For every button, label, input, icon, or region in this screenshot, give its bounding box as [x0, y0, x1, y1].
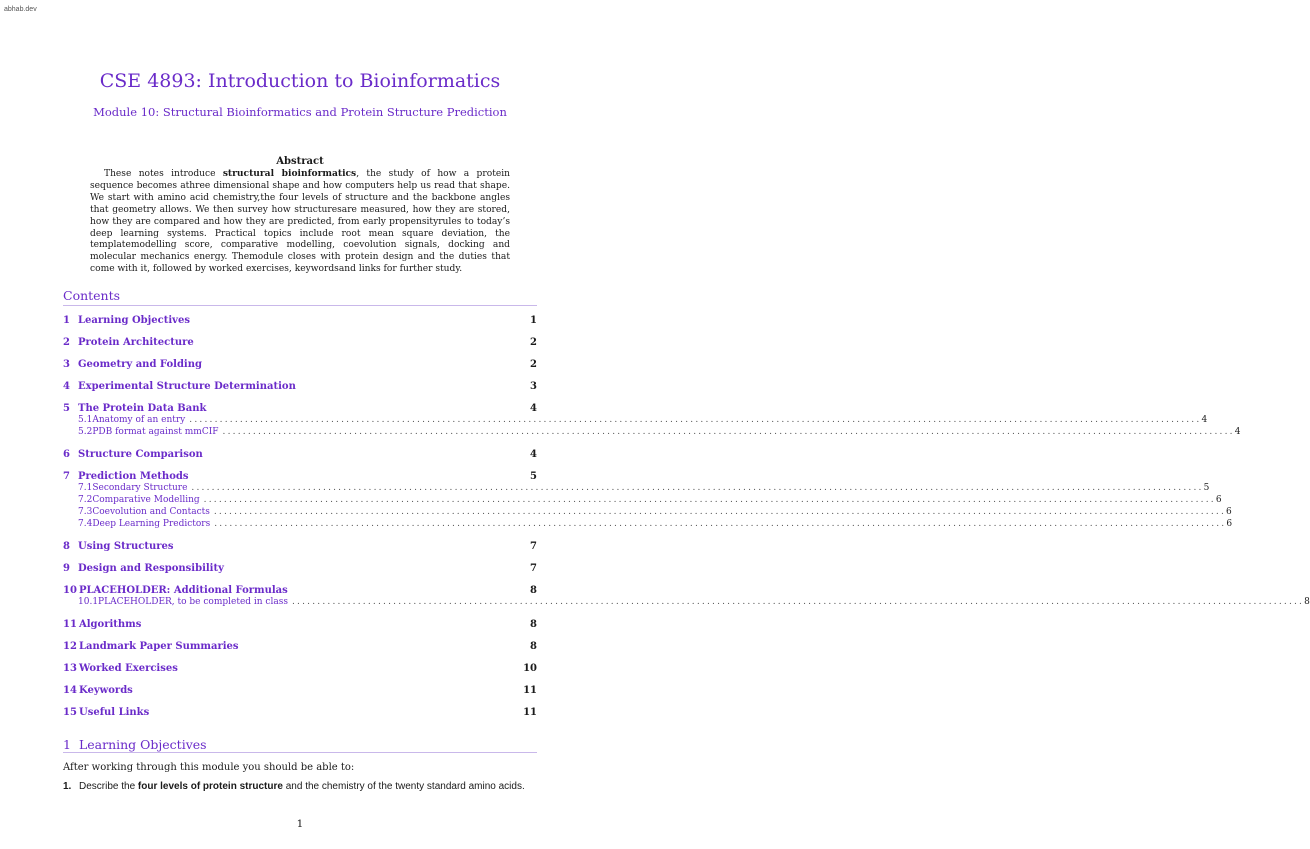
toc-entry[interactable]: [63, 563, 537, 574]
toc-entry[interactable]: [63, 663, 537, 674]
toc-label: Protein Architecture: [78, 337, 194, 348]
toc-subentry[interactable]: [78, 415, 1208, 425]
toc-leader-dots: ........................................................................................................................................................................................................: [189, 415, 1202, 425]
contents-rule: [63, 305, 537, 306]
toc-sub-number: 7.3: [78, 507, 93, 517]
document-title: CSE 4893: Introduction to Bioinformatics: [99, 70, 501, 92]
toc-sub-label: Comparative Modelling: [92, 495, 200, 505]
toc-number: 10: [63, 585, 77, 596]
toc-entry[interactable]: [63, 541, 537, 552]
toc-entry[interactable]: [63, 315, 537, 326]
toc-sub-label: Coevolution and Contacts: [92, 507, 210, 517]
toc-number: 15: [63, 707, 77, 718]
toc-page: 3: [530, 381, 537, 392]
toc-subentry[interactable]: [78, 483, 1210, 493]
toc-sub-number: 5.1: [78, 415, 93, 425]
toc-entry[interactable]: [63, 359, 537, 370]
toc-page: 2: [530, 337, 537, 348]
toc-sub-label: Deep Learning Predictors: [92, 519, 211, 529]
toc-leader-dots: ........................................................................................................................................................................................................: [213, 507, 1227, 517]
toc-page: 11: [523, 707, 537, 718]
toc-leader-dots: ........................................................................................................................................................................................................: [191, 483, 1204, 493]
toc-sub-number: 7.1: [78, 483, 93, 493]
document-subtitle: Module 10: Structural Bioinformatics and Protein Structure Prediction: [93, 105, 507, 119]
toc-page: 4: [530, 449, 537, 460]
toc-leader-dots: ........................................................................................................................................................................................................: [291, 597, 1305, 607]
toc-page: 8: [530, 641, 537, 652]
toc-subentry[interactable]: [78, 519, 1233, 529]
toc-page: 1: [530, 315, 537, 326]
toc-entry[interactable]: [63, 403, 537, 414]
toc-number: 1: [63, 315, 70, 326]
toc-label: Algorithms: [79, 619, 142, 630]
toc-number: 7: [63, 471, 70, 482]
toc-sub-label: PDB format against mmCIF: [92, 427, 219, 437]
objective-item: 1. Describe the four levels of protein structure and the chemistry of the twenty standard amino acids.: [63, 781, 525, 792]
toc-leader-dots: ........................................................................................................................................................................................................: [203, 495, 1216, 505]
toc-sub-label: Anatomy of an entry: [92, 415, 186, 425]
toc-subentry[interactable]: [78, 597, 1310, 607]
toc-label: Keywords: [79, 685, 133, 696]
toc-page: 8: [530, 585, 537, 596]
toc-label: Worked Exercises: [79, 663, 178, 674]
toc-subentry[interactable]: [78, 495, 1222, 505]
toc-label: Geometry and Folding: [78, 359, 202, 370]
watermark: abhab.dev: [4, 6, 37, 13]
toc-leader-dots: ........................................................................................................................................................................................................: [222, 427, 1235, 437]
toc-label: Experimental Structure Determination: [78, 381, 296, 392]
toc-sub-page: 5: [1203, 483, 1210, 493]
toc-label: PLACEHOLDER: Additional Formulas: [79, 585, 288, 596]
toc-page: 11: [523, 685, 537, 696]
toc-number: 11: [63, 619, 77, 630]
toc-page: 2: [530, 359, 537, 370]
toc-sub-page: 6: [1215, 495, 1222, 505]
toc-sub-number: 7.2: [78, 495, 93, 505]
toc-number: 14: [63, 685, 77, 696]
toc-entry[interactable]: [63, 585, 537, 596]
toc-label: Useful Links: [79, 707, 150, 718]
toc-number: 2: [63, 337, 70, 348]
toc-entry[interactable]: [63, 381, 537, 392]
toc-entry[interactable]: [63, 707, 537, 718]
toc-label: The Protein Data Bank: [78, 403, 207, 414]
toc-subentry[interactable]: [78, 507, 1232, 517]
toc-leader-dots: ........................................................................................................................................................................................................: [214, 519, 1227, 529]
toc-entry[interactable]: [63, 449, 537, 460]
toc-number: 9: [63, 563, 70, 574]
toc-label: Using Structures: [78, 541, 174, 552]
toc-label: Landmark Paper Summaries: [79, 641, 239, 652]
toc-sub-label: Secondary Structure: [92, 483, 188, 493]
toc-number: 8: [63, 541, 70, 552]
toc-page: 8: [530, 619, 537, 630]
toc-sub-number: 5.2: [78, 427, 93, 437]
toc-page: 7: [530, 563, 537, 574]
toc-sub-page: 6: [1226, 519, 1233, 529]
toc-entry[interactable]: [63, 641, 537, 652]
toc-number: 5: [63, 403, 70, 414]
toc-sub-page: 4: [1234, 427, 1241, 437]
toc-number: 12: [63, 641, 77, 652]
toc-label: Design and Responsibility: [78, 563, 224, 574]
toc-sub-number: 7.4: [78, 519, 93, 529]
toc-entry[interactable]: [63, 337, 537, 348]
toc-subentry[interactable]: [78, 427, 1241, 437]
toc-page: 10: [523, 663, 537, 674]
toc-entry[interactable]: [63, 471, 537, 482]
toc-sub-page: 6: [1226, 507, 1232, 517]
toc-page: 4: [530, 403, 537, 414]
toc-entry[interactable]: [63, 685, 537, 696]
toc-number: 13: [63, 663, 77, 674]
abstract-heading: Abstract: [276, 156, 324, 167]
section-rule: [63, 752, 537, 753]
page-number: 1: [296, 818, 304, 830]
toc-label: Learning Objectives: [78, 315, 190, 326]
toc-sub-page: 8: [1304, 597, 1310, 607]
toc-entry[interactable]: [63, 619, 537, 630]
toc-number: 4: [63, 381, 70, 392]
contents-heading: Contents: [63, 288, 121, 303]
toc-number: 3: [63, 359, 70, 370]
section-heading: 1 Learning Objectives: [63, 737, 207, 752]
toc-page: 7: [530, 541, 537, 552]
section-intro: After working through this module you should be able to:: [63, 762, 355, 773]
toc-sub-number: 10.1: [78, 597, 99, 607]
toc-number: 6: [63, 449, 70, 460]
abstract-bold-term: structural bioinformatics: [222, 168, 357, 179]
toc-label: Prediction Methods: [78, 471, 189, 482]
abstract-body: These notes introduce structural bioinformatics, the study of how a protein sequence becomes athree dimensional shape and how computers help us read that shape. We start with amino acid chemistry,the four levels of structure and the backbone angles that geometry allows. We then survey how structuresare measured, how they are stored, how they are compared and how they are predicted, from early propensityrules to today’s deep learning systems. Practical topics include root mean square deviation, the templatemodelling score, comparative modelling, coevolution signals, docking and molecular mechanics energy. Themodule closes with protein design and the duties that come with it, followed by worked exercises, keywordsand links for further study.: [90, 168, 510, 275]
toc-sub-label: PLACEHOLDER, to be completed in class: [98, 597, 288, 607]
toc-label: Structure Comparison: [78, 449, 203, 460]
toc-sub-page: 4: [1201, 415, 1208, 425]
toc-page: 5: [530, 471, 537, 482]
